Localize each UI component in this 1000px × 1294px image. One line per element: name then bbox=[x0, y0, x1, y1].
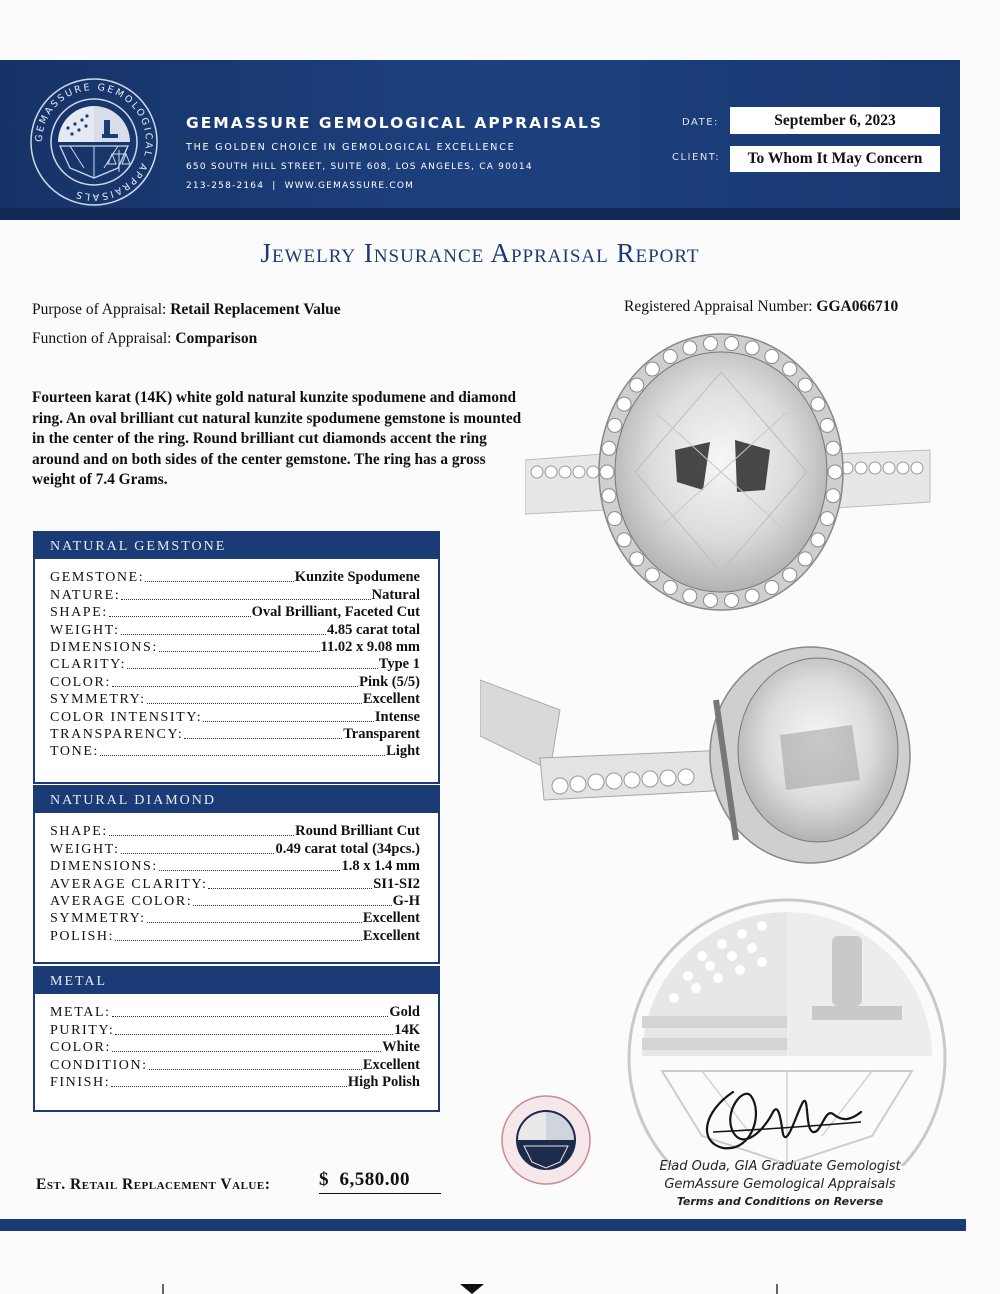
diamond-row-label: POLISH: bbox=[50, 928, 115, 944]
diamond-row-label: AVERAGE CLARITY: bbox=[50, 876, 208, 892]
leader-dots bbox=[121, 853, 275, 854]
header-bottom-strip bbox=[0, 208, 960, 220]
gemassure-seal bbox=[500, 1094, 592, 1186]
halo-diamond bbox=[745, 341, 759, 355]
leader-dots bbox=[159, 870, 341, 871]
gemstone-row-label: SHAPE: bbox=[50, 605, 108, 621]
gemstone-row-value: 4.85 carat total bbox=[326, 621, 420, 638]
diamond-row bbox=[50, 927, 420, 944]
retail-value-line bbox=[36, 1169, 410, 1194]
halo-diamond bbox=[765, 350, 779, 364]
halo-diamond bbox=[617, 397, 631, 411]
gemstone-row-label: SYMMETRY: bbox=[50, 692, 146, 708]
header-band bbox=[0, 60, 960, 220]
halo-diamond bbox=[617, 533, 631, 547]
halo-diamond bbox=[663, 580, 677, 594]
metal-row-label: CONDITION: bbox=[50, 1057, 148, 1073]
bottom-tick-right bbox=[776, 1284, 778, 1294]
gemstone-row-label: TONE: bbox=[50, 744, 99, 760]
gemstone-row bbox=[50, 743, 420, 760]
metal-row-value: White bbox=[382, 1039, 420, 1056]
leader-dots bbox=[145, 581, 293, 582]
diamond-row bbox=[50, 910, 420, 927]
ring-photo-angle bbox=[480, 640, 920, 880]
leader-dots bbox=[100, 755, 385, 756]
retail-value-amount bbox=[319, 1169, 441, 1194]
diamond-row bbox=[50, 893, 420, 910]
gemstone-row-value: Type 1 bbox=[378, 656, 420, 673]
gemstone-row-value: Pink (5/5) bbox=[359, 673, 420, 690]
gemstone-row bbox=[50, 708, 420, 725]
footer-bar bbox=[0, 1219, 966, 1231]
leader-dots bbox=[149, 1069, 362, 1070]
gemstone-row-value: Oval Brilliant, Faceted Cut bbox=[251, 604, 420, 621]
function-line bbox=[32, 330, 257, 348]
diamond-row-label: DIMENSIONS: bbox=[50, 859, 158, 875]
bottom-triangle-icon bbox=[460, 1284, 484, 1294]
metal-row bbox=[50, 1074, 420, 1091]
diamond-row-label: WEIGHT: bbox=[50, 841, 120, 857]
halo-diamond bbox=[798, 378, 812, 392]
leader-dots bbox=[193, 905, 391, 906]
gemstone-panel bbox=[33, 531, 440, 784]
client-value: To Whom It May Concern bbox=[730, 146, 940, 172]
halo-diamond bbox=[630, 552, 644, 566]
purpose-line bbox=[32, 301, 341, 319]
metal-rows bbox=[35, 994, 438, 1091]
registration-value: GGA066710 bbox=[816, 298, 899, 315]
retail-value-label: Est. Retail Replacement Value: bbox=[36, 1176, 271, 1193]
bottom-tick-left bbox=[162, 1284, 164, 1294]
metal-row bbox=[50, 1039, 420, 1056]
halo-diamond bbox=[765, 580, 779, 594]
retail-currency: $ bbox=[319, 1169, 329, 1190]
gemstone-row-label: GEMSTONE: bbox=[50, 570, 145, 586]
diamond-row-value: Excellent bbox=[362, 910, 420, 927]
leader-dots bbox=[112, 1016, 389, 1017]
gemstone-row-value: Natural bbox=[371, 586, 420, 603]
leader-dots bbox=[115, 940, 362, 941]
halo-diamond bbox=[826, 441, 840, 455]
date-value: September 6, 2023 bbox=[730, 107, 940, 134]
halo-diamond bbox=[783, 362, 797, 376]
gemstone-row-label: CLARITY: bbox=[50, 657, 127, 673]
leader-dots bbox=[112, 1051, 381, 1052]
metal-row-value: High Polish bbox=[347, 1073, 420, 1090]
halo-diamond bbox=[783, 568, 797, 582]
gemstone-heading: NATURAL GEMSTONE bbox=[35, 533, 438, 559]
leader-dots bbox=[121, 634, 326, 635]
company-website: WWW.GEMASSURE.COM bbox=[284, 181, 415, 191]
metal-row-value: Excellent bbox=[362, 1056, 420, 1073]
gemstone-row-value: Intense bbox=[374, 708, 420, 725]
diamond-row-value: 1.8 x 1.4 mm bbox=[341, 858, 420, 875]
retail-amount: 6,580.00 bbox=[339, 1169, 410, 1190]
client-label: CLIENT: bbox=[672, 152, 721, 163]
gemstone-rows bbox=[35, 559, 438, 760]
metal-row-label: COLOR: bbox=[50, 1040, 111, 1056]
diamond-row-value: Round Brilliant Cut bbox=[295, 823, 420, 840]
halo-diamond bbox=[820, 418, 834, 432]
diamond-row-label: SHAPE: bbox=[50, 824, 108, 840]
metal-panel bbox=[33, 966, 440, 1112]
gemstone-row-value: Kunzite Spodumene bbox=[294, 569, 420, 586]
halo-diamond bbox=[811, 533, 825, 547]
diamond-row-value: Excellent bbox=[362, 927, 420, 944]
terms-note: Terms and Conditions on Reverse bbox=[676, 1195, 884, 1208]
metal-row-label: PURITY: bbox=[50, 1022, 115, 1038]
gemstone-row-value: 11.02 x 9.08 mm bbox=[320, 638, 420, 655]
halo-diamond bbox=[630, 378, 644, 392]
gemstone-row-value: Light bbox=[386, 743, 420, 760]
halo-diamond bbox=[663, 350, 677, 364]
purpose-value: Retail Replacement Value bbox=[170, 301, 341, 318]
diamond-heading: NATURAL DIAMOND bbox=[35, 787, 438, 813]
gemstone-row-label: NATURE: bbox=[50, 587, 121, 603]
diamond-row bbox=[50, 840, 420, 857]
gemstone-row bbox=[50, 569, 420, 586]
gemstone-row bbox=[50, 673, 420, 690]
halo-diamond bbox=[600, 465, 614, 479]
metal-heading: METAL bbox=[35, 968, 438, 994]
diamond-row-label: AVERAGE COLOR: bbox=[50, 893, 193, 909]
halo-diamond bbox=[745, 589, 759, 603]
halo-diamond bbox=[645, 568, 659, 582]
gemstone-row bbox=[50, 621, 420, 638]
appraiser-name: Elad Ouda, GIA Graduate Gemologist bbox=[659, 1159, 901, 1174]
report-title: Jewelry Insurance Appraisal Report bbox=[260, 238, 700, 268]
halo-diamond bbox=[602, 489, 616, 503]
gemassure-logo-icon bbox=[28, 76, 160, 208]
leader-dots bbox=[111, 1086, 347, 1087]
leader-dots bbox=[121, 599, 370, 600]
diamond-row-value: G-H bbox=[392, 892, 420, 909]
halo-diamond bbox=[820, 512, 834, 526]
diamond-row bbox=[50, 875, 420, 892]
leader-dots bbox=[147, 703, 362, 704]
leader-dots bbox=[112, 686, 358, 687]
date-label: DATE: bbox=[682, 117, 719, 128]
diamond-panel bbox=[33, 785, 440, 964]
gemstone-row-label: TRANSPARENCY: bbox=[50, 726, 184, 742]
halo-diamond bbox=[683, 589, 697, 603]
ring-photo-front bbox=[525, 332, 935, 622]
halo-diamond bbox=[602, 441, 616, 455]
registration-line bbox=[624, 298, 898, 316]
metal-row-label: FINISH: bbox=[50, 1074, 111, 1090]
appraiser-company: GemAssure Gemological Appraisals bbox=[664, 1177, 896, 1192]
leader-dots bbox=[127, 668, 378, 669]
gemstone-row bbox=[50, 726, 420, 743]
halo-diamond bbox=[826, 489, 840, 503]
gemstone-row bbox=[50, 586, 420, 603]
gemstone-row bbox=[50, 691, 420, 708]
leader-dots bbox=[147, 922, 362, 923]
company-block bbox=[186, 114, 603, 191]
leader-dots bbox=[208, 888, 372, 889]
gemstone-row bbox=[50, 656, 420, 673]
logo-ring-text: GEMASSURE GEMOLOGICAL APPRAISALS bbox=[33, 81, 155, 203]
gemstone-row bbox=[50, 639, 420, 656]
diamond-row-value: 0.49 carat total (34pcs.) bbox=[275, 840, 420, 857]
gemstone-row-value: Excellent bbox=[362, 691, 420, 708]
appraiser-signature bbox=[693, 1072, 863, 1158]
metal-row-label: METAL: bbox=[50, 1005, 111, 1021]
halo-diamond bbox=[798, 552, 812, 566]
function-label: Function of Appraisal: bbox=[32, 330, 172, 347]
leader-dots bbox=[203, 721, 374, 722]
leader-dots bbox=[115, 1034, 393, 1035]
diamond-rows bbox=[35, 813, 438, 945]
company-name: GEMASSURE GEMOLOGICAL APPRAISALS bbox=[186, 114, 604, 132]
gemstone-row-value: Transparent bbox=[343, 725, 420, 742]
registration-label: Registered Appraisal Number: bbox=[624, 298, 813, 315]
purpose-label: Purpose of Appraisal: bbox=[32, 301, 167, 318]
halo-diamond bbox=[811, 397, 825, 411]
metal-row-value: 14K bbox=[394, 1021, 420, 1038]
company-phone: 213-258-2164 bbox=[186, 181, 265, 191]
company-address: 650 SOUTH HILL STREET, SUITE 608, LOS ANGELES, CA 90014 bbox=[186, 162, 533, 172]
company-tagline: THE GOLDEN CHOICE IN GEMOLOGICAL EXCELLENCE bbox=[186, 142, 516, 153]
gemstone-row bbox=[50, 604, 420, 621]
halo-diamond bbox=[645, 362, 659, 376]
halo-diamond bbox=[725, 593, 739, 607]
diamond-row-value: SI1-SI2 bbox=[373, 875, 420, 892]
diamond-row bbox=[50, 858, 420, 875]
leader-dots bbox=[109, 616, 251, 617]
gemstone-row-label: DIMENSIONS: bbox=[50, 639, 158, 655]
halo-diamond bbox=[608, 512, 622, 526]
contact-separator: | bbox=[272, 181, 277, 191]
company-contact bbox=[186, 181, 603, 191]
halo-diamond bbox=[608, 418, 622, 432]
metal-row bbox=[50, 1004, 420, 1021]
ring-description: Fourteen karat (14K) white gold natural kunzite spodumene and diamond ring. An oval brilliant cut natural kunzite spodumene gemstone is mounted in the center of the ring. Round brilliant cut diamonds accent the ring around and on both sides of the center gemstone. The ring has a gross weight of 7.4 Grams. bbox=[32, 389, 522, 488]
halo-diamond bbox=[683, 341, 697, 355]
halo-diamond bbox=[725, 337, 739, 351]
gemstone-row-label: WEIGHT: bbox=[50, 622, 120, 638]
metal-row-value: Gold bbox=[389, 1004, 420, 1021]
halo-diamond bbox=[703, 593, 717, 607]
halo-diamond bbox=[828, 465, 842, 479]
metal-row bbox=[50, 1021, 420, 1038]
leader-dots bbox=[184, 738, 342, 739]
leader-dots bbox=[109, 835, 294, 836]
metal-row bbox=[50, 1056, 420, 1073]
diamond-row bbox=[50, 823, 420, 840]
gemstone-row-label: COLOR: bbox=[50, 674, 111, 690]
halo-diamond bbox=[703, 337, 717, 351]
diamond-row-label: SYMMETRY: bbox=[50, 911, 146, 927]
leader-dots bbox=[159, 651, 320, 652]
gemstone-row-label: COLOR INTENSITY: bbox=[50, 709, 203, 725]
function-value: Comparison bbox=[175, 330, 258, 347]
